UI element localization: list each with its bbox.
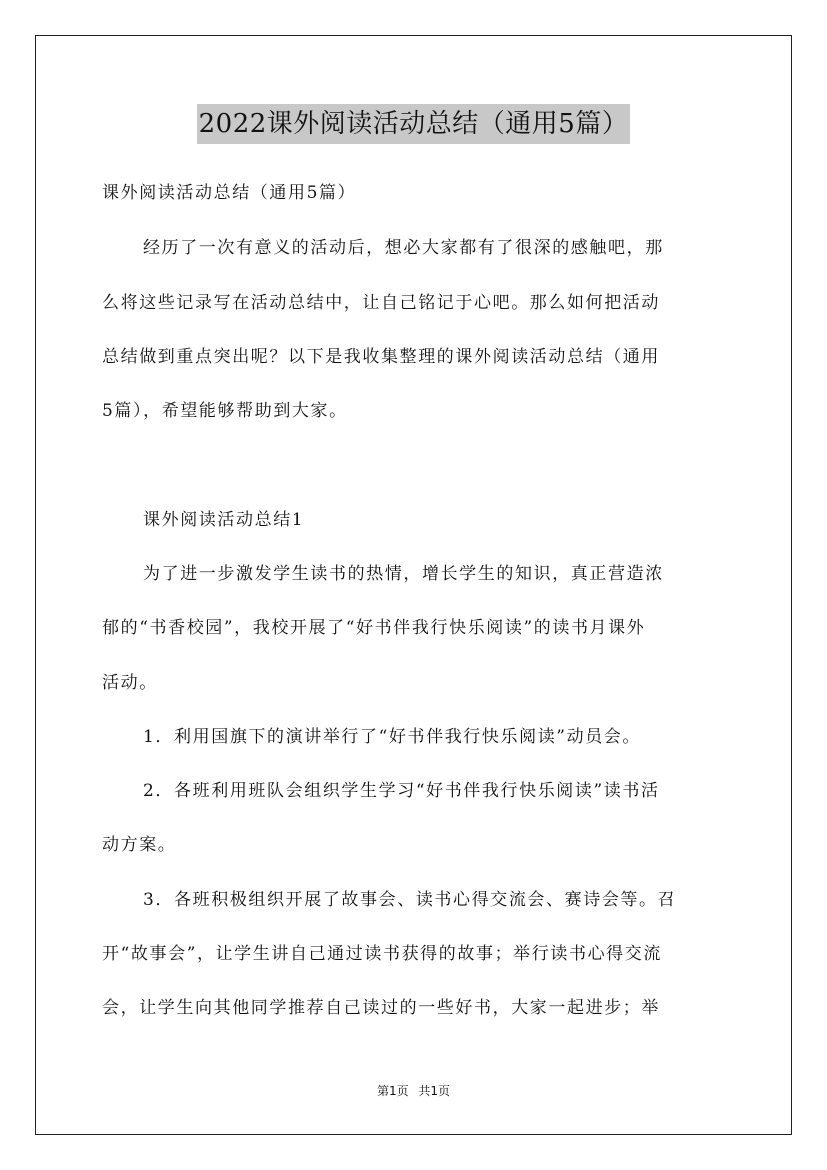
intro-line: 么将这些记录写在活动总结中，让自己铭记于心吧。那么如何把活动	[102, 293, 660, 313]
page-total: 共1页	[418, 1084, 451, 1098]
body-line: 活动。	[102, 673, 158, 693]
body-line: 会，让学生向其他同学推荐自己读过的一些好书，大家一起进步；举	[102, 998, 660, 1018]
intro-line: 总结做到重点突出呢？以下是我收集整理的课外阅读活动总结（通用	[102, 347, 660, 367]
page-footer	[0, 1083, 827, 1099]
body-line: 3．各班积极组织开展了故事会、读书心得交流会、赛诗会等。召	[143, 890, 677, 910]
title-container	[0, 104, 827, 144]
body-line: 1．利用国旗下的演讲举行了“好书伴我行快乐阅读”动员会。	[143, 727, 641, 747]
page-number: 第1页	[376, 1084, 409, 1098]
intro-line: 5篇），希望能够帮助到大家。	[102, 401, 348, 421]
document-title: 2022课外阅读活动总结（通用5篇）	[197, 104, 631, 144]
body-line: 为了进一步激发学生读书的热情，增长学生的知识，真正营造浓	[143, 564, 664, 584]
intro-line: 经历了一次有意义的活动后，想必大家都有了很深的感触吧，那	[143, 238, 664, 258]
body-line: 2．各班利用班队会组织学生学习“好书伴我行快乐阅读”读书活	[143, 781, 660, 801]
body-line: 郁的“书香校园”，我校开展了“好书伴我行快乐阅读”的读书月课外	[102, 618, 646, 638]
section-heading: 课外阅读活动总结1	[143, 510, 305, 530]
body-line: 动方案。	[102, 835, 177, 855]
document-subtitle: 课外阅读活动总结（通用5篇）	[102, 183, 357, 203]
body-line: 开“故事会”，让学生讲自己通过读书获得的故事；举行读书心得交流	[102, 944, 662, 964]
